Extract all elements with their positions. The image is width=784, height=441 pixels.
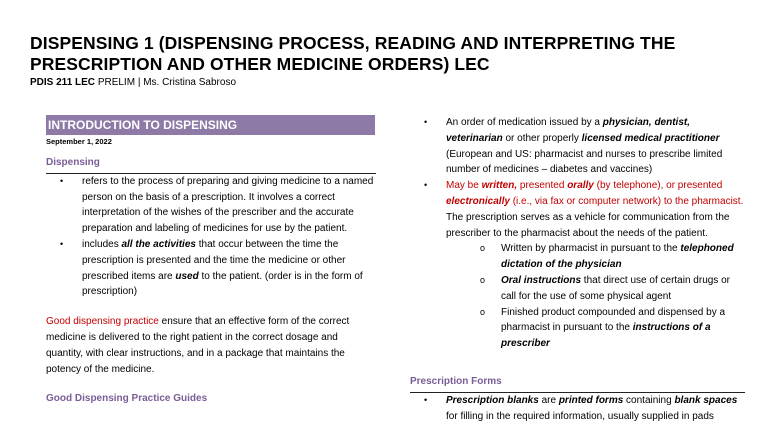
intro-heading: INTRODUCTION TO DISPENSING: [46, 115, 375, 135]
gdp-paragraph: Good dispensing practice ensure that an effective form of the correct medicine is delivered to the right patient in the correct dosage and quantity, with clear instructions, and in a package that maintains the potency of the medicine.: [46, 316, 350, 375]
circle-bullet-icon: o: [480, 306, 486, 317]
forms-list: [410, 393, 745, 425]
list-item: • refers to the process of preparing and giving medicine to a named person on the basis of a prescription. It involves a correct interpretation of the wishes of the prescriber and the accurate preparation and labeling of medicines for use by the patient.: [60, 175, 374, 235]
sub-list-item: o Written by pharmacist in pursuant to the telephoned dictation of the physician: [480, 243, 734, 271]
list-item: • An order of medication issued by a physician, dentist, veterinarian or other properly licensed medical practitioner (European and US: pharmacist and nurses to prescribe limited number of medicines – diabetes and vaccines): [424, 117, 723, 176]
sub-list-item: o Finished product compounded and dispensed by a pharmacist in pursuant to the instructions of a prescriber: [480, 306, 726, 350]
bullet-icon: •: [60, 238, 64, 249]
sub-list-item: o Oral instructions that direct use of certain drugs or call for the use of some physical agent: [480, 274, 730, 302]
gdp-term: Good dispensing practice: [46, 316, 159, 328]
bullet-icon: •: [60, 175, 64, 186]
course-subtitle: [30, 77, 236, 88]
circle-bullet-icon: o: [480, 243, 486, 254]
bullet-icon: •: [424, 180, 428, 191]
list-item: • includes all the activities that occur between the time the prescription is presented and the time the medicine or other prescribed items are used to the patient. (order is in the form of prescription): [60, 238, 363, 298]
list-item: • Prescription blanks are printed forms containing blank spaces for filling in the required information, usually supplied in pads: [424, 394, 738, 422]
circle-bullet-icon: o: [480, 274, 486, 285]
prescription-forms-heading: Prescription Forms: [410, 374, 745, 393]
document-title: DISPENSING 1 (DISPENSING PROCESS, READING AND INTERPRETING THE PRESCRIPTION AND OTHER MEDICINE ORDERS) LEC: [30, 33, 676, 74]
left-column: [46, 115, 376, 409]
dispensing-heading: Dispensing: [46, 155, 376, 174]
course-code: PDIS 211 LEC: [30, 77, 96, 88]
prescription-list: [410, 115, 745, 352]
bullet-icon: •: [424, 117, 428, 127]
right-column: [410, 115, 745, 424]
dispensing-list: [46, 174, 376, 300]
bullet-icon: •: [424, 394, 428, 405]
list-item: • May be written, presented orally (by telephone), or presented electronically (i.e., via fax or computer network) to the pharmacist. The prescription serves as a vehicle for communication from the prescriber to the pharmacist about the needs of the patient.: [424, 180, 744, 239]
guides-heading: Good Dispensing Practice Guides: [46, 393, 208, 405]
course-details: PRELIM | Ms. Cristina Sabroso: [97, 77, 237, 88]
lecture-date: September 1, 2022: [46, 137, 112, 146]
